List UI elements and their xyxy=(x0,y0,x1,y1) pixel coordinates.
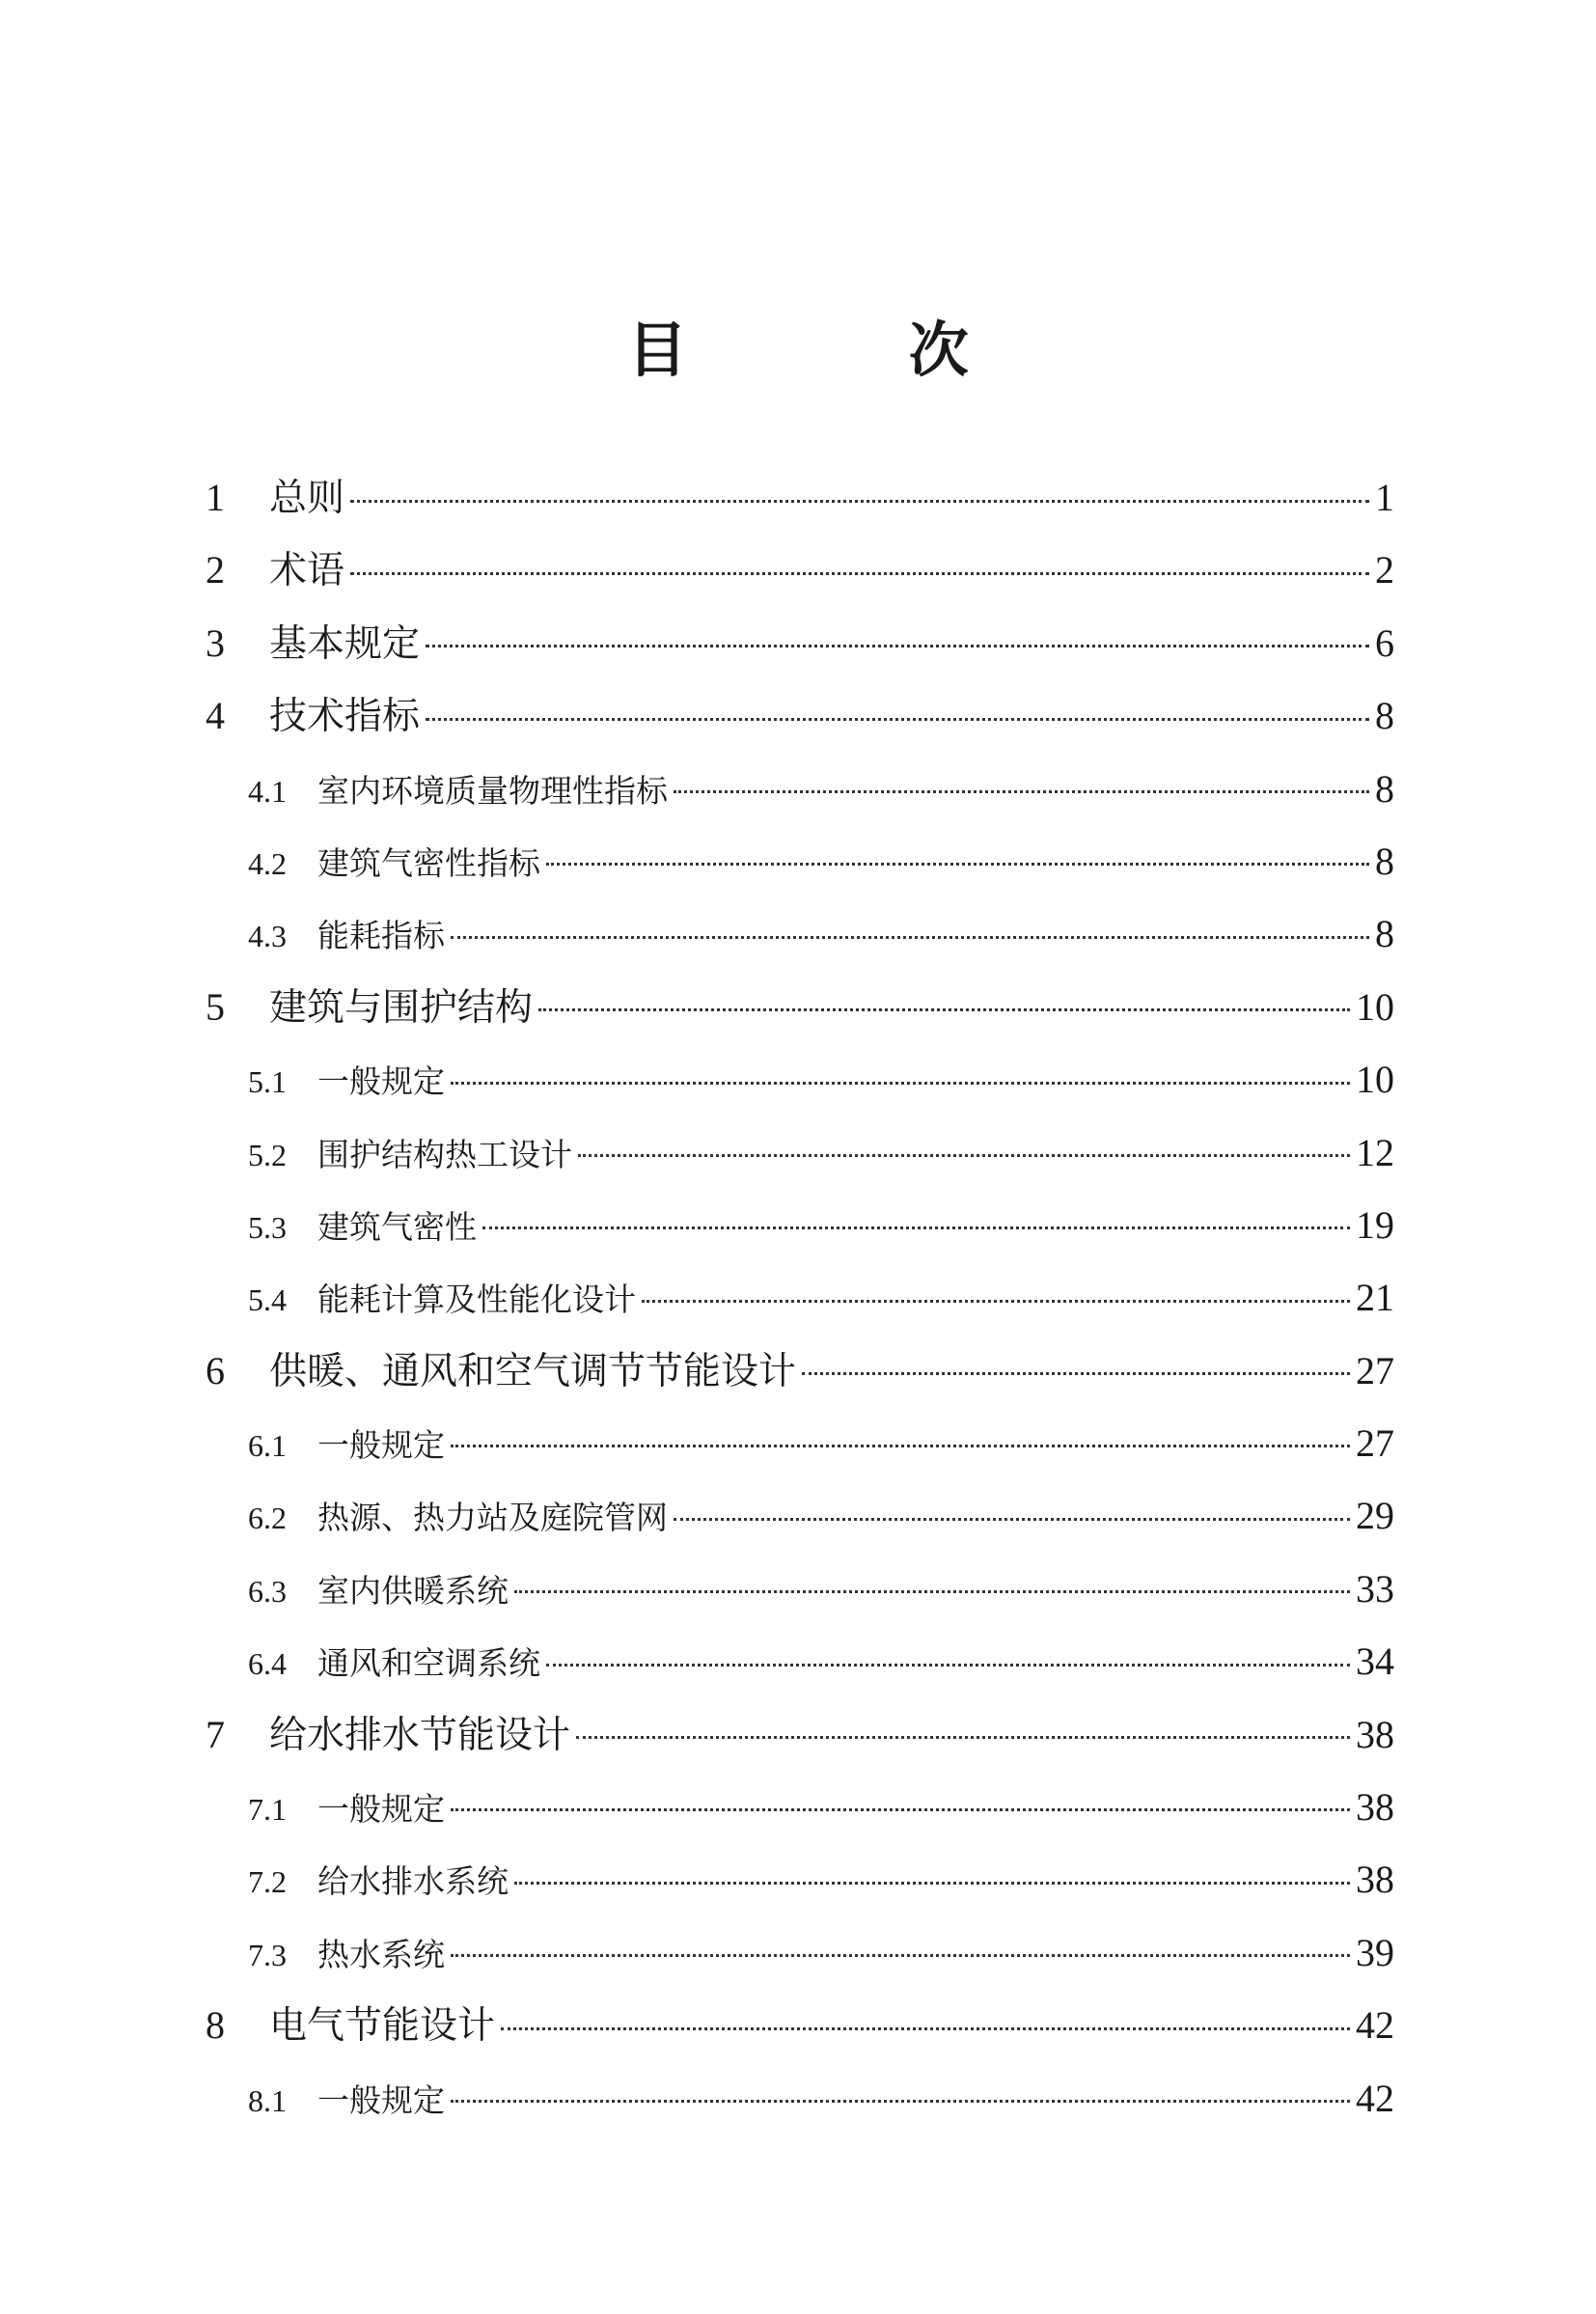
entry-page-number: 12 xyxy=(1356,1130,1394,1174)
entry-title: 通风和空调系统 xyxy=(317,1644,540,1683)
toc-section-entry[interactable] xyxy=(206,2062,1394,2135)
entry-page-number: 42 xyxy=(1356,2076,1394,2120)
toc-chapter-entry[interactable] xyxy=(206,679,1394,752)
entry-number: 6.4 xyxy=(248,1646,287,1682)
toc-section-entry[interactable] xyxy=(206,1261,1394,1334)
entry-title: 一般规定 xyxy=(317,1062,445,1101)
entry-title: 围护结构热工设计 xyxy=(317,1135,572,1173)
entry-page-number: 8 xyxy=(1375,766,1394,811)
toc-chapter-entry[interactable] xyxy=(206,1989,1394,2061)
dot-leader xyxy=(642,1281,1350,1314)
entry-page-number: 8 xyxy=(1375,912,1394,956)
entry-number: 4 xyxy=(206,694,225,738)
entry-number: 4.3 xyxy=(248,919,287,954)
entry-title: 建筑与围护结构 xyxy=(269,985,534,1030)
dot-leader xyxy=(426,697,1369,735)
entry-number: 8 xyxy=(206,2003,225,2048)
entry-page-number: 27 xyxy=(1356,1348,1394,1392)
toc-chapter-entry[interactable] xyxy=(206,607,1394,679)
entry-title: 一般规定 xyxy=(317,1790,445,1829)
entry-page-number: 29 xyxy=(1356,1494,1394,1538)
entry-title: 总则 xyxy=(269,477,345,520)
entry-number: 3 xyxy=(206,620,225,665)
toc-section-entry[interactable] xyxy=(206,1407,1394,1479)
entry-title: 术语 xyxy=(269,549,345,593)
entry-page-number: 27 xyxy=(1356,1421,1394,1466)
entry-title: 热水系统 xyxy=(317,1935,445,1973)
dot-leader xyxy=(451,918,1369,950)
entry-title: 一般规定 xyxy=(317,2080,445,2119)
entry-number: 6 xyxy=(206,1348,225,1392)
dot-leader xyxy=(514,1573,1350,1606)
entry-title: 建筑气密性指标 xyxy=(317,843,540,882)
entry-page-number: 39 xyxy=(1356,1930,1394,1974)
entry-number: 5.4 xyxy=(248,1282,287,1318)
entry-number: 8.1 xyxy=(248,2082,287,2118)
dot-leader xyxy=(426,623,1369,662)
entry-title: 供暖、通风和空气调节节能设计 xyxy=(269,1349,797,1393)
entry-title: 给水排水系统 xyxy=(317,1862,509,1901)
entry-number: 4.1 xyxy=(248,773,287,809)
dot-leader xyxy=(451,1427,1350,1460)
dot-leader xyxy=(451,1063,1350,1096)
dot-leader xyxy=(576,1715,1350,1753)
entry-page-number: 42 xyxy=(1356,2003,1394,2048)
toc-chapter-entry[interactable] xyxy=(206,534,1394,606)
entry-number: 2 xyxy=(206,548,225,592)
toc-section-entry[interactable] xyxy=(206,1116,1394,1189)
entry-page-number: 38 xyxy=(1356,1712,1394,1756)
dot-leader xyxy=(674,1500,1350,1532)
entry-page-number: 6 xyxy=(1375,620,1394,665)
entry-title: 室内环境质量物理性指标 xyxy=(317,771,668,810)
toc-section-entry[interactable] xyxy=(206,1625,1394,1697)
entry-title: 建筑气密性 xyxy=(317,1207,477,1246)
entry-number: 7 xyxy=(206,1712,225,1756)
dot-leader xyxy=(802,1351,1350,1390)
entry-title: 热源、热力站及庭院管网 xyxy=(317,1499,668,1537)
entry-number: 5.2 xyxy=(248,1137,287,1172)
dot-leader xyxy=(546,845,1369,878)
entry-title: 室内供暖系统 xyxy=(317,1571,509,1610)
entry-page-number: 8 xyxy=(1375,839,1394,883)
entry-page-number: 21 xyxy=(1356,1276,1394,1320)
entry-number: 4.2 xyxy=(248,845,287,881)
entry-title: 能耗指标 xyxy=(317,917,445,955)
entry-page-number: 10 xyxy=(1356,984,1394,1029)
toc-chapter-entry[interactable] xyxy=(206,1335,1394,1407)
entry-number: 5 xyxy=(206,984,225,1029)
toc-section-entry[interactable] xyxy=(206,1843,1394,1915)
entry-page-number: 33 xyxy=(1356,1566,1394,1611)
page-title: 目 次 xyxy=(627,315,1069,385)
entry-title: 技术指标 xyxy=(269,695,421,739)
entry-page-number: 38 xyxy=(1356,1858,1394,1902)
dot-leader xyxy=(451,1791,1350,1824)
toc-section-entry[interactable] xyxy=(206,1189,1394,1261)
toc-section-entry[interactable] xyxy=(206,1771,1394,1843)
dot-leader xyxy=(674,772,1369,805)
dot-leader xyxy=(451,1937,1350,1970)
toc-section-entry[interactable] xyxy=(206,753,1394,825)
entry-title: 给水排水节能设计 xyxy=(269,1713,571,1757)
entry-title: 一般规定 xyxy=(317,1426,445,1465)
dot-leader xyxy=(350,551,1369,590)
dot-leader xyxy=(514,1863,1350,1896)
toc-section-entry[interactable] xyxy=(206,897,1394,970)
toc-list xyxy=(206,461,1394,2135)
dot-leader xyxy=(451,2081,1350,2114)
dot-leader xyxy=(350,479,1369,517)
entry-number: 6.3 xyxy=(248,1573,287,1609)
entry-page-number: 19 xyxy=(1356,1202,1394,1247)
dot-leader xyxy=(546,1645,1350,1678)
entry-page-number: 38 xyxy=(1356,1785,1394,1830)
dot-leader xyxy=(482,1209,1350,1242)
entry-number: 1 xyxy=(206,476,225,519)
entry-title: 电气节能设计 xyxy=(269,2004,496,2049)
toc-chapter-entry[interactable] xyxy=(206,1698,1394,1771)
toc-section-entry[interactable] xyxy=(206,1043,1394,1116)
toc-section-entry[interactable] xyxy=(206,825,1394,897)
entry-number: 5.1 xyxy=(248,1064,287,1100)
toc-section-entry[interactable] xyxy=(206,1916,1394,1989)
dot-leader xyxy=(578,1136,1350,1169)
entry-page-number: 8 xyxy=(1375,694,1394,738)
entry-page-number: 10 xyxy=(1356,1058,1394,1102)
entry-number: 5.3 xyxy=(248,1209,287,1245)
entry-number: 6.1 xyxy=(248,1428,287,1464)
entry-number: 7.3 xyxy=(248,1937,287,1972)
entry-number: 6.2 xyxy=(248,1501,287,1536)
entry-title: 基本规定 xyxy=(269,621,421,666)
entry-page-number: 1 xyxy=(1375,476,1394,519)
toc-chapter-entry[interactable] xyxy=(206,971,1394,1043)
toc-chapter-entry[interactable] xyxy=(206,461,1394,534)
toc-section-entry[interactable] xyxy=(206,1553,1394,1625)
entry-page-number: 34 xyxy=(1356,1639,1394,1684)
toc-section-entry[interactable] xyxy=(206,1479,1394,1552)
dot-leader xyxy=(538,987,1350,1026)
entry-number: 7.2 xyxy=(248,1864,287,1900)
entry-number: 7.1 xyxy=(248,1792,287,1828)
entry-title: 能耗计算及性能化设计 xyxy=(317,1281,636,1319)
dot-leader xyxy=(501,2006,1350,2045)
entry-page-number: 2 xyxy=(1375,548,1394,592)
